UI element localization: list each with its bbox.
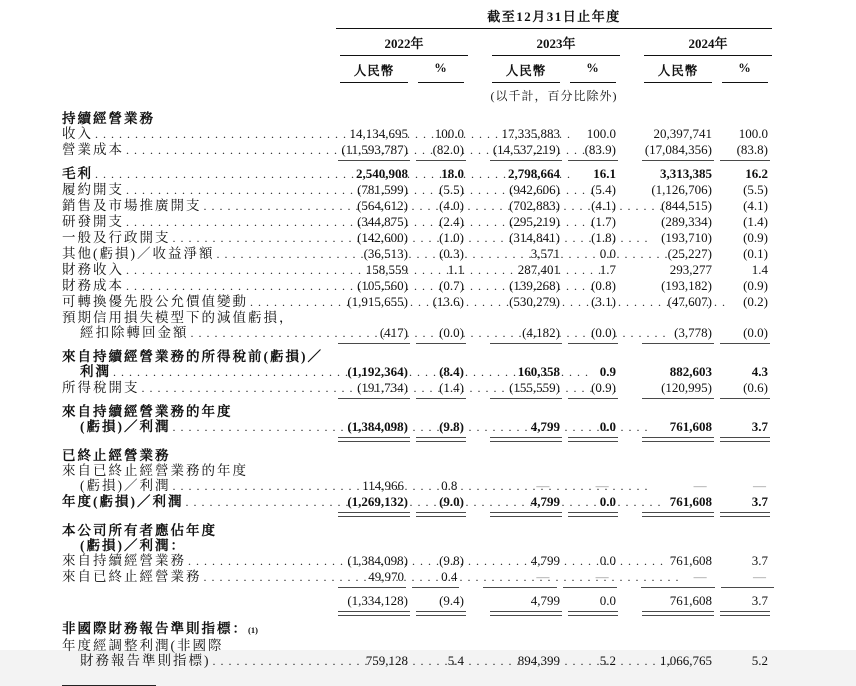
row-label: [62, 325, 336, 341]
cell-value: 0.0: [570, 419, 616, 434]
table-row: [62, 310, 772, 325]
cell-value: 761,608: [644, 494, 712, 509]
cell-value: 3.7: [722, 419, 768, 434]
table-row: [62, 553, 772, 569]
table-row: [62, 214, 772, 230]
dot-leader: [126, 214, 333, 230]
table-row: [62, 166, 772, 182]
row-label: [62, 538, 336, 553]
cell-value: 100.0: [738, 126, 768, 141]
cell-value: 4,799: [492, 419, 560, 434]
cell-value: (155,559): [492, 380, 560, 395]
row-label: [62, 569, 336, 585]
dot-leader: [126, 278, 333, 294]
table-row: [62, 380, 772, 396]
row-label: [62, 364, 336, 380]
cell-value: 3,313,385: [660, 166, 712, 181]
row-label-text: 預期信用損失模型下的減值虧損，: [62, 310, 295, 325]
cell-value: (289,334): [661, 214, 712, 229]
row-label-text: 財務收入: [62, 262, 124, 277]
table-row: [62, 182, 772, 198]
cell-value: (4.1): [591, 198, 616, 213]
cell-value: (0.3): [439, 246, 464, 261]
cell-value: (11,593,787): [341, 142, 408, 157]
row-label: [62, 478, 336, 494]
cell-value: 2,798,664: [508, 166, 560, 181]
table-row: [62, 419, 772, 435]
percent-header: %: [418, 61, 464, 83]
row-label-text: 年度(虧損)／利潤: [62, 494, 184, 509]
row-label: [62, 380, 336, 396]
table-row: [62, 494, 772, 510]
row-label: [62, 653, 336, 669]
row-label: [62, 419, 336, 435]
year-2024: 2024年: [644, 33, 772, 56]
table-row: [62, 404, 772, 419]
cell-value: (193,182): [661, 278, 712, 293]
cell-value: (191,734): [340, 380, 408, 395]
row-label: [62, 230, 336, 246]
dot-leader: [173, 419, 334, 435]
cell-value: (4.0): [439, 198, 464, 213]
cell-value: (0.9): [570, 380, 616, 395]
cell-value: (0.0): [418, 325, 464, 340]
year-columns: [336, 33, 772, 56]
cell-value: (1,192,364): [347, 364, 408, 379]
cell-value: 16.1: [593, 166, 616, 181]
row-label-text: 本公司所有者應佔年度: [62, 523, 217, 538]
cell-value: (0.8): [591, 278, 616, 293]
currency-header: 人民幣: [492, 61, 560, 83]
cell-value: 761,608: [669, 553, 712, 568]
footnote-ref: (1): [248, 625, 258, 635]
dot-leader: [188, 553, 333, 569]
cell-value: (1.4): [743, 214, 768, 229]
row-label: [62, 111, 336, 126]
cell-value: (25,227): [667, 246, 712, 261]
cell-value: (1,126,706): [651, 182, 712, 197]
cell-value: (1,334,128): [340, 593, 408, 608]
cell-value: 3.7: [722, 494, 768, 509]
cell-value: 2,540,908: [356, 166, 408, 181]
section-row: [62, 621, 772, 638]
table-header: [336, 6, 772, 104]
cell-value: 3,571: [530, 246, 560, 261]
row-label-text: 來自持續經營業務的年度: [62, 404, 233, 419]
cell-value: —: [693, 478, 707, 493]
dot-leader: [113, 364, 333, 380]
cell-value: (0.9): [743, 278, 768, 293]
cell-value: (844,515): [661, 198, 712, 213]
row-label-text: (虧損)／利潤: [80, 478, 171, 493]
cell-value: (314,841): [509, 230, 560, 245]
row-label: [62, 294, 336, 310]
row-label: [62, 278, 336, 294]
year-2022: 2022年: [340, 33, 468, 56]
cell-value: (0.6): [722, 380, 768, 395]
cell-value: 18.0: [441, 166, 464, 181]
row-label-text: 非國際財務報告準則指標：: [62, 621, 248, 636]
dot-leader: [126, 142, 333, 158]
dot-leader: [204, 569, 334, 585]
row-label-text: 收入: [62, 126, 93, 141]
cell-value: (530,279): [509, 294, 560, 309]
cell-value: (2.4): [439, 214, 464, 229]
row-label: [62, 142, 336, 158]
row-label: [62, 214, 336, 230]
cell-value: (14,537,219): [492, 142, 560, 157]
percent-header: %: [570, 61, 616, 83]
row-label: [62, 523, 336, 538]
cell-value: (83.9): [570, 142, 616, 157]
cell-value: (82.0): [418, 142, 464, 157]
cell-value: 1.1: [447, 262, 464, 277]
cell-value: —: [536, 478, 550, 493]
row-label-text: 持續經營業務: [62, 111, 155, 126]
table-row: [62, 278, 772, 294]
cell-value: 49,970: [340, 569, 404, 584]
cell-value: 0.0: [599, 246, 616, 261]
cell-value: 0.4: [414, 569, 457, 584]
cell-value: 4.3: [751, 364, 768, 379]
dot-leader: [95, 166, 333, 182]
cell-value: 894,399: [517, 653, 560, 668]
cell-value: (9.8): [439, 553, 464, 568]
row-label-text: (虧損)／利潤: [80, 419, 171, 434]
table-row: [62, 294, 772, 310]
cell-value: (9.0): [418, 494, 464, 509]
cell-value: (3,778): [644, 325, 712, 340]
dot-leader: [191, 325, 334, 341]
row-label: [62, 638, 336, 653]
section-row: [62, 111, 772, 126]
cell-value: —: [723, 569, 772, 584]
percent-header: %: [722, 61, 768, 83]
cell-value: 287,401: [517, 262, 560, 277]
cell-value: —: [485, 569, 555, 584]
cell-value: 761,608: [644, 419, 712, 434]
row-label-text: 可轉換優先股公允價值變動: [62, 294, 248, 309]
income-statement-table: [62, 111, 772, 669]
cell-value: 14,134,695: [349, 126, 408, 141]
cell-value: 16.2: [745, 166, 768, 181]
cell-value: (5.5): [439, 182, 464, 197]
dot-leader: [213, 653, 334, 669]
cell-value: 5.4: [447, 653, 464, 668]
row-label-text: (虧損)／利潤：: [80, 538, 186, 553]
currency-header: 人民幣: [644, 61, 712, 83]
row-label-text: 履約開支: [62, 182, 124, 197]
cell-value: (9.4): [418, 593, 464, 608]
row-label: [62, 198, 336, 214]
table-row: [62, 262, 772, 278]
table-row: [62, 325, 772, 341]
cell-value: 1.4: [751, 262, 768, 277]
cell-value: 0.8: [441, 478, 458, 493]
table-row: [62, 198, 772, 214]
cell-value: (1,384,098): [340, 419, 408, 434]
row-label-text: 一般及行政開支: [62, 230, 171, 245]
dot-leader: [126, 182, 333, 198]
cell-value: 17,335,883: [501, 126, 560, 141]
cell-value: (4,182): [492, 325, 560, 340]
cell-value: 20,397,741: [653, 126, 712, 141]
dot-leader: [142, 380, 334, 396]
cell-value: (13.6): [432, 294, 464, 309]
row-label-text: 研發開支: [62, 214, 124, 229]
cell-value: 761,608: [644, 593, 712, 608]
row-label: [62, 262, 336, 278]
row-label-text: 來自已終止經營業務: [62, 569, 202, 584]
row-label-text: 已終止經營業務: [62, 448, 171, 463]
cell-value: (142,600): [357, 230, 408, 245]
cell-value: (5.4): [591, 182, 616, 197]
cell-value: (36,513): [363, 246, 408, 261]
cell-value: (139,268): [509, 278, 560, 293]
cell-value: (942,606): [509, 182, 560, 197]
cell-value: 100.0: [586, 126, 616, 141]
currency-header: 人民幣: [340, 61, 408, 83]
table-row: [62, 593, 772, 608]
cell-value: 0.0: [570, 494, 616, 509]
cell-value: (0.2): [743, 294, 768, 309]
row-label: [62, 166, 336, 182]
cell-value: (0.7): [439, 278, 464, 293]
row-label-text: 財務報告準則指標): [80, 653, 211, 668]
cell-value: (1.7): [591, 214, 616, 229]
table-row: [62, 349, 772, 364]
row-label-text: 來自已終止經營業務的年度: [62, 463, 248, 478]
table-row: [62, 638, 772, 653]
row-label-text: 銷售及市場推廣開支: [62, 198, 202, 213]
cell-value: (0.1): [743, 246, 768, 261]
section-row: [62, 448, 772, 463]
table-row: [62, 142, 772, 158]
dot-leader: [95, 126, 333, 142]
row-label: [62, 404, 336, 419]
row-label: [62, 310, 336, 325]
cell-value: 5.2: [599, 653, 616, 668]
cell-value: 1,066,765: [660, 653, 712, 668]
cell-value: (17,084,356): [644, 142, 712, 157]
dot-leader: [173, 230, 334, 246]
cell-value: (1.0): [439, 230, 464, 245]
table-row: [62, 364, 772, 380]
row-label: [62, 553, 336, 569]
dot-leader: [204, 198, 334, 214]
cell-value: 4,799: [530, 553, 560, 568]
row-label: [62, 621, 336, 638]
table-row: [62, 478, 772, 494]
cell-value: (120,995): [644, 380, 712, 395]
cell-value: 100.0: [434, 126, 464, 141]
table-row: [62, 523, 772, 538]
subcolumn-headers: [336, 61, 772, 83]
cell-value: —: [752, 478, 766, 493]
cell-value: 1.7: [599, 262, 616, 277]
cell-value: (1,269,132): [340, 494, 408, 509]
row-label-text: 營業成本: [62, 142, 124, 157]
cell-value: (1,915,655): [347, 294, 408, 309]
row-label-text: 其他(虧損)／收益淨額: [62, 246, 215, 261]
table-row: [62, 126, 772, 142]
cell-value: 5.2: [751, 653, 768, 668]
cell-value: 3.7: [751, 553, 768, 568]
row-label-text: 年度經調整利潤(非國際: [62, 638, 224, 653]
table-row: [62, 569, 772, 585]
row-label-text: 毛利: [62, 166, 93, 181]
row-label-text: 來自持續經營業務: [62, 553, 186, 568]
cell-value: (0.0): [722, 325, 768, 340]
row-label: [62, 182, 336, 198]
row-label-text: 所得稅開支: [62, 380, 140, 395]
cell-value: (344,875): [357, 214, 408, 229]
cell-value: (1.8): [591, 230, 616, 245]
cell-value: (417): [340, 325, 408, 340]
row-label: [62, 494, 336, 510]
cell-value: (702,883): [509, 198, 560, 213]
dot-leader: [186, 494, 334, 510]
cell-value: (193,710): [661, 230, 712, 245]
cell-value: 0.0: [570, 593, 616, 608]
cell-value: 160,358: [517, 364, 560, 379]
cell-value: 0.0: [599, 553, 616, 568]
cell-value: 158,559: [365, 262, 408, 277]
cell-value: 882,603: [669, 364, 712, 379]
table-row: [62, 538, 772, 553]
row-label: [62, 463, 336, 478]
cell-value: 4,799: [492, 494, 560, 509]
cell-value: (47,607): [667, 294, 712, 309]
cell-value: —: [595, 478, 609, 493]
cell-value: 3.7: [722, 593, 768, 608]
dot-leader: [250, 294, 333, 310]
year-2023: 2023年: [492, 33, 620, 56]
cell-value: (0.9): [743, 230, 768, 245]
cell-value: (8.4): [439, 364, 464, 379]
period-title: 截至12月31日止年度: [336, 6, 772, 29]
table-row: [62, 230, 772, 246]
cell-value: (9.8): [418, 419, 464, 434]
cell-value: (295,219): [509, 214, 560, 229]
dot-leader: [217, 246, 334, 262]
row-label-text: 經扣除轉回金額: [80, 325, 189, 340]
dot-leader: [173, 478, 334, 494]
cell-value: (0.0): [570, 325, 616, 340]
row-label-text: 來自持續經營業務的所得稅前(虧損)／: [62, 349, 323, 364]
cell-value: (5.5): [743, 182, 768, 197]
cell-value: 4,799: [492, 593, 560, 608]
dot-leader: [126, 262, 333, 278]
cell-value: (105,560): [357, 278, 408, 293]
cell-value: (1.4): [418, 380, 464, 395]
cell-value: 0.9: [599, 364, 616, 379]
row-label-text: 利潤: [80, 364, 111, 379]
row-label: [62, 448, 336, 463]
row-label: [62, 126, 336, 142]
cell-value: —: [565, 569, 614, 584]
cell-value: 114,966: [362, 478, 405, 493]
table-row: [62, 653, 772, 669]
row-label-text: 財務成本: [62, 278, 124, 293]
row-label: [62, 246, 336, 262]
cell-value: (83.8): [722, 142, 768, 157]
cell-value: (4.1): [743, 198, 768, 213]
table-row: [62, 246, 772, 262]
table-row: [62, 463, 772, 478]
cell-value: (1,384,098): [347, 553, 408, 568]
cell-value: 759,128: [365, 653, 408, 668]
row-label: [62, 349, 336, 364]
unit-note: (以千計，百分比除外): [490, 89, 618, 103]
cell-value: (3.1): [591, 294, 616, 309]
cell-value: (564,612): [357, 198, 408, 213]
cell-value: —: [643, 569, 713, 584]
cell-value: (781,599): [357, 182, 408, 197]
cell-value: 293,277: [669, 262, 712, 277]
